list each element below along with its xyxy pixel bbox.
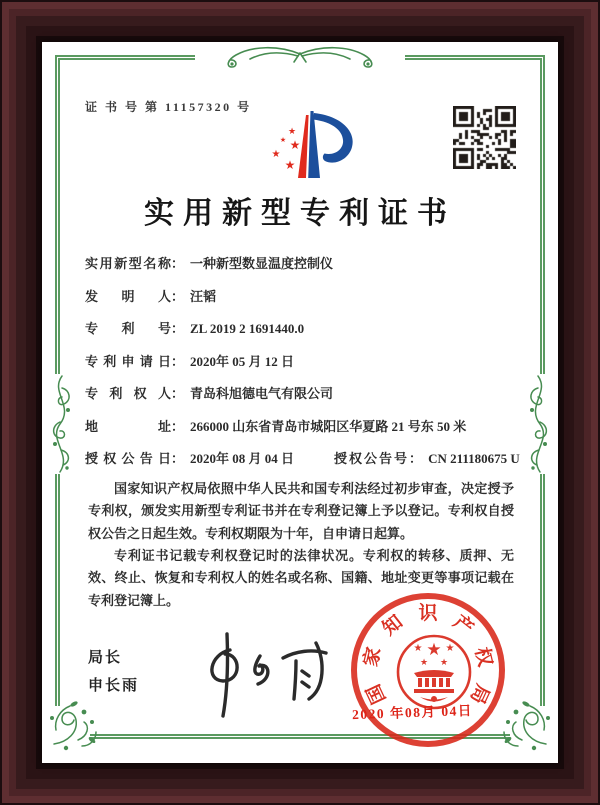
svg-text:★: ★ [287,127,297,137]
seal-arc-char: 产 [449,611,478,640]
field-label: 授权公告号 [334,451,410,466]
signature-image [190,626,350,722]
signer-block [88,644,139,700]
colon: ： [171,321,185,336]
qr-code [453,106,516,169]
seal-arc-char: 国 [363,680,391,707]
seal-arc-char: 家 [360,645,386,669]
svg-text:★: ★ [419,658,429,668]
colon: ： [171,418,185,434]
vine-right-ornament [522,374,554,474]
svg-text:★: ★ [279,136,287,144]
svg-text:★: ★ [271,149,281,160]
field-value: 266000 山东省青岛市城阳区华夏路 21 号东 50 米 [190,418,467,434]
official-seal [351,593,505,747]
colon: ： [171,288,185,304]
field-label: 地址 [85,418,171,434]
legal-text [88,478,514,612]
field-value: 一种新型数显温度控制仪 [190,256,334,271]
field-row-grant [85,448,518,469]
field-row-patent-no [85,318,518,339]
seal-arc-char: 知 [378,611,407,640]
field-rows [85,253,518,481]
vine-left-ornament [46,374,78,474]
field-row-name [85,253,518,274]
svg-text:★: ★ [426,640,442,660]
colon: ： [171,256,185,271]
field-value: ZL 2019 2 1691440.0 [190,321,305,336]
field-value: CN 211180675 U [428,451,520,466]
field-value: 2020年 05 月 12 日 [190,353,295,369]
svg-text:★: ★ [445,643,455,654]
colon: ： [171,451,185,466]
svg-text:★: ★ [289,138,301,152]
certificate-number: 证 书 号 第 11157320 号 [85,100,252,114]
colon: ： [171,353,185,369]
svg-text:★: ★ [413,643,423,654]
floral-bottom-left-ornament [44,696,102,754]
field-value: 汪韬 [190,288,217,304]
field-label: 实用新型名称 [85,256,171,271]
signer-title: 局长 [88,649,123,666]
field-label: 专利号 [85,321,171,336]
field-label: 专利权人 [85,386,171,401]
field-label: 专利申请日 [85,353,171,369]
field-row-filing-date [85,351,518,372]
seal-date: 2020 年08月 04日 [351,702,474,723]
signer-name: 申长雨 [88,677,140,694]
field-row-address [85,416,518,437]
legal-paragraph-1: 国家知识产权局依照中华人民共和国专利法经过初步审查，决定授予专利权，颁发实用新型专利证书并在专利登记簿上予以登记。专利权自授权公告之日起生效。专利权期限为十年，自申请日起算。 [88,481,514,541]
svg-text:★: ★ [284,158,296,172]
legal-paragraph-2: 专利证书记载专利权登记时的法律状况。专利权的转移、质押、无效、终止、恢复和专利权人的姓名或名称、国籍、地址变更等事项记载在专利登记簿上。 [88,548,514,608]
grant-number-pair [334,451,520,466]
seal-arc-char: 识 [418,603,438,624]
field-row-inventor [85,286,518,307]
field-value: 2020年 08 月 04 日 [190,451,295,466]
flourish-top-ornament [200,43,400,71]
field-label: 发明人 [85,288,171,304]
colon: ： [409,451,423,466]
field-value: 青岛科旭德电气有限公司 [190,386,334,401]
seal-arc-char: 权 [470,645,496,669]
field-label: 授权公告日 [85,451,171,466]
svg-text:★: ★ [439,658,449,668]
cnipa-logo [240,98,360,184]
certificate-paper [42,42,558,763]
field-row-patentee [85,383,518,404]
certificate-title: 实用新型专利证书 [144,197,456,230]
colon: ： [171,386,185,401]
seal-arc-char: 局 [465,680,493,707]
